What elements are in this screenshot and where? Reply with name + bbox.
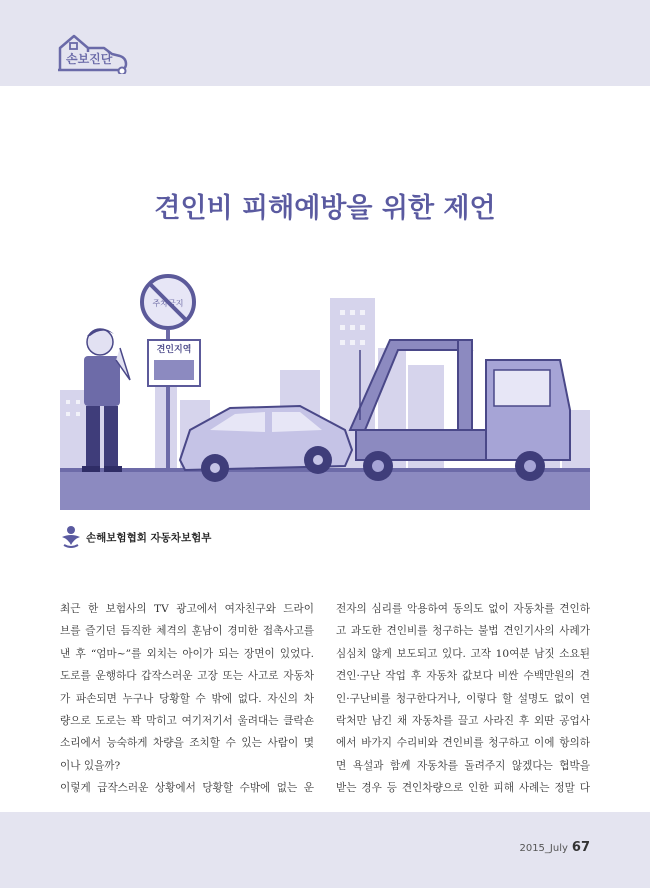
body-line: 낸 후 “엄마~”를 외치는 아이가 되는 장면이 있었다. — [60, 647, 314, 660]
body-line: 최근 한 보험사의 TV 광고에서 여자친구와 드라이 — [60, 603, 314, 615]
body-line: 락처만 남긴 채 자동차를 끌고 사라진 후 외딴 공업사 — [336, 714, 590, 727]
article-author: 손해보험협회 자동차보험부 — [86, 532, 212, 544]
body-line: 에서 바가지 수리비와 견인비를 청구하고 이에 항의하 — [336, 737, 590, 750]
body-line: 량으로 도로는 꽉 막히고 여기저기서 울려대는 클락숀 — [60, 714, 314, 727]
body-column-right — [336, 598, 590, 800]
body-line: 받는 경우 등 견인차량으로 인한 피해 사례는 정말 다 — [336, 782, 590, 795]
body-line: 도로를 운행하다 갑작스러운 고장 또는 사고로 자동차 — [60, 670, 314, 683]
author-logo-icon — [60, 525, 82, 549]
body-line: 인·구난비를 청구한다거나, 이렇다 할 설명도 없이 연 — [336, 692, 590, 705]
body-line: 브를 즐기던 듬직한 체격의 훈남이 경미한 접촉사고를 — [60, 625, 314, 638]
page-number: 67 — [571, 840, 590, 855]
no-parking-sign-text: 주차금지 — [152, 299, 184, 308]
section-label: 손보진단 — [66, 52, 113, 66]
body-line: 심심치 않게 보도되고 있다. 고작 10여분 남짓 소요된 — [336, 647, 590, 660]
body-line: 이나 있을까? — [60, 759, 121, 772]
tow-zone-sign-text: 견인지역 — [156, 345, 192, 355]
body-line: 고 과도한 견인비를 청구하는 불법 견인기사의 사례가 — [336, 625, 590, 638]
article-title: 견인비 피해예방을 위한 제언 — [154, 193, 496, 224]
body-line: 면 욕설과 함께 자동차를 돌려주지 않겠다는 협박을 — [336, 759, 590, 772]
body-line: 전자의 심리를 악용하여 동의도 없이 자동차를 견인하 — [336, 603, 590, 615]
body-line: 가 파손되면 누구나 당황할 수 밖에 없다. 자신의 차 — [60, 692, 314, 705]
issue-label: 2015_July — [519, 843, 568, 854]
tow-truck-illustration — [60, 270, 590, 510]
body-line: 견인·구난 작업 후 자동차 값보다 비싼 수백만원의 견 — [336, 670, 590, 683]
body-column-left — [60, 598, 314, 800]
body-line: 소리에서 능숙하게 차량을 조치할 수 있는 사람이 몇 — [60, 737, 314, 750]
body-line: 이렇게 급작스러운 상황에서 당황할 수밖에 없는 운 — [60, 782, 314, 795]
page-footer — [519, 840, 590, 855]
